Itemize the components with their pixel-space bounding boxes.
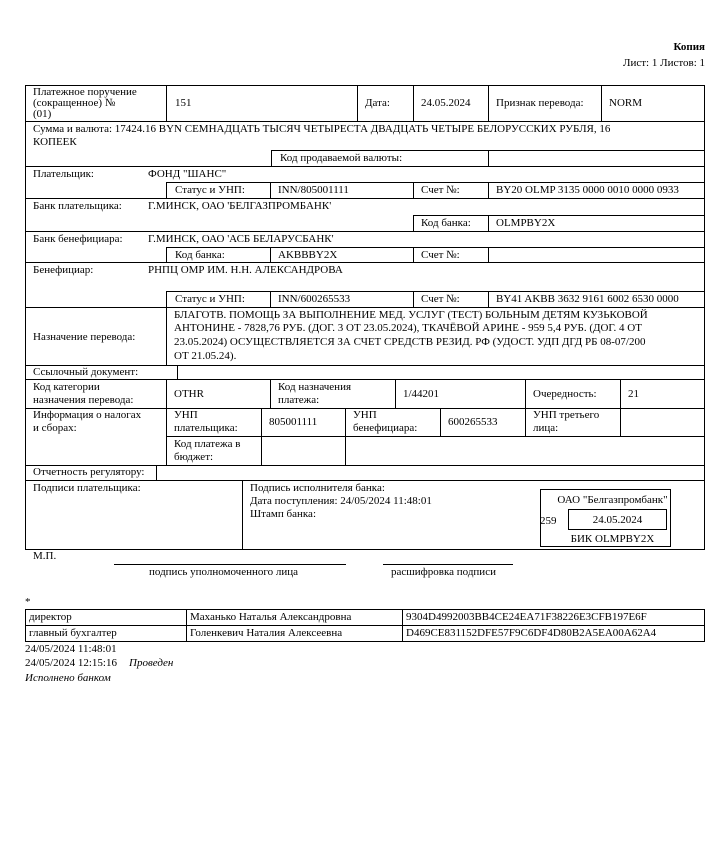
log-entry-time: 24/05/2024 12:15:16 xyxy=(25,657,117,669)
sheet-count: Лист: 1 Листов: 1 xyxy=(623,57,705,69)
payer-unp: INN/805001111 xyxy=(278,184,349,196)
stamp-bank-name: ОАО "Белгазпромбанк" xyxy=(557,494,668,506)
tax-benef-unp: 600265533 xyxy=(448,416,498,428)
log-entry-status: Проведен xyxy=(129,657,174,669)
stamp-bik: БИК OLMPBY2X xyxy=(570,533,655,545)
purpose-label: Назначение перевода: xyxy=(33,331,136,343)
payer-name: ФОНД "ШАНС" xyxy=(148,168,227,180)
payer-label: Плательщик: xyxy=(33,168,94,180)
benef-account-label: Счет №: xyxy=(421,293,460,305)
form-title-line1: Платежное поручение xyxy=(33,86,137,98)
benef-account: BY41 AKBB 3632 9161 6002 6530 0000 xyxy=(496,293,679,305)
date-label: Дата: xyxy=(365,97,390,109)
third-party-unp-label-line2: лица: xyxy=(533,422,559,434)
sold-currency-label: Код продаваемой валюты: xyxy=(280,152,403,164)
benef-bank-label: Банк бенефициара: xyxy=(33,233,123,245)
tax-payer-unp-label-line2: плательщика: xyxy=(174,422,238,434)
purpose-line3: 23.05.2024) ОСУЩЕСТВЛЯЕТСЯ ЗА СЧЕТ СРЕДСТВ РЕЗИД. РФ (УДОСТ. УДП ДГД РБ 08-07/200 xyxy=(174,336,646,348)
third-party-unp-label-line1: УНП третьего xyxy=(533,409,600,421)
budget-code-label-line2: бюджет: xyxy=(174,451,214,463)
signer-role: директор xyxy=(29,611,72,623)
priority-label: Очередность: xyxy=(533,388,597,400)
log-executed: Исполнено банком xyxy=(25,672,111,684)
bank-executor-sign-label: Подпись исполнителя банка: xyxy=(250,482,385,494)
category-label-line2: назначения перевода: xyxy=(33,394,134,406)
category-code: OTHR xyxy=(174,388,204,400)
payment-purpose-code: 1/44201 xyxy=(403,388,440,400)
payment-purpose-code-label-line2: платежа: xyxy=(278,394,320,406)
benef-unp: INN/600265533 xyxy=(278,293,351,305)
payer-bank-name: Г.МИНСК, ОАО 'БЕЛГАЗПРОМБАНК' xyxy=(148,200,332,212)
benef-bank-code: AKBBBY2X xyxy=(278,249,338,261)
payer-account-label: Счет №: xyxy=(421,184,460,196)
priority-value: 21 xyxy=(628,388,639,400)
payer-signatures-label: Подписи плательщика: xyxy=(33,482,141,494)
benef-bank-code-label: Код банка: xyxy=(175,249,225,261)
payer-account: BY20 OLMP 3135 0000 0010 0000 0933 xyxy=(496,184,679,196)
signer-role: главный бухгалтер xyxy=(29,627,117,639)
transfer-sign-value: NORM xyxy=(609,97,643,109)
log-entry: 24/05/2024 11:48:01 xyxy=(25,643,117,655)
beneficiary-label: Бенефициар: xyxy=(33,264,94,276)
stamp-date: 24.05.2024 xyxy=(592,514,643,526)
category-label-line1: Код категории xyxy=(33,381,100,393)
ref-doc-label: Ссылочный документ: xyxy=(33,366,139,378)
benef-status-unp-label: Статус и УНП: xyxy=(175,293,245,305)
purpose-line1: БЛАГОТВ. ПОМОЩЬ ЗА ВЫПОЛНЕНИЕ МЕД. УСЛУГ (ТЕСТ) БОЛЬНЫМ ДЕТЯМ КУЗЬКОВОЙ xyxy=(174,309,648,321)
benef-bank-name: Г.МИНСК, ОАО 'АСБ БЕЛАРУСБАНК' xyxy=(148,233,334,245)
order-number: 151 xyxy=(175,97,192,109)
stamp-number: 259 xyxy=(540,515,557,527)
tax-info-label-line2: и сборах: xyxy=(33,422,77,434)
purpose-line4: ОТ 21.05.24). xyxy=(174,350,237,362)
payer-bank-code-label: Код банка: xyxy=(421,217,471,229)
mp-label: М.П. xyxy=(33,550,57,562)
budget-code-label-line1: Код платежа в xyxy=(174,438,241,450)
auth-sign-caption: подпись уполномоченного лица xyxy=(149,566,298,578)
received-date: Дата поступления: 24/05/2024 11:48:01 xyxy=(250,495,432,507)
copy-label: Копия xyxy=(673,41,705,53)
form-title-line3: (01) xyxy=(33,108,52,120)
tax-info-label-line1: Информация о налогах xyxy=(33,409,142,421)
payment-purpose-code-label-line1: Код назначения xyxy=(278,381,352,393)
payer-bank-code: OLMPBY2X xyxy=(496,217,556,229)
signer-hash: D469CE831152DFE57F9C6DF4D80B2A5EA00A62A4 xyxy=(406,627,657,639)
amount-line1: Сумма и валюта: 17424.16 BYN СЕМНАДЦАТЬ ТЫСЯЧ ЧЕТЫРЕСТА ДВАДЦАТЬ ЧЕТЫРЕ БЕЛОРУССКИХ РУБЛЯ, 16 xyxy=(33,123,611,135)
amount-line2: КОПЕЕК xyxy=(33,136,77,148)
bank-stamp-label: Штамп банка: xyxy=(250,508,316,520)
signer-hash: 9304D4992003BB4CE24EA71F38226E3CFB197E6F xyxy=(406,611,647,623)
benef-bank-account-label: Счет №: xyxy=(421,249,460,261)
payer-status-unp-label: Статус и УНП: xyxy=(175,184,245,196)
sign-decrypt-caption: расшифровка подписи xyxy=(391,566,496,578)
form-title-line2: (сокращенное) № xyxy=(33,97,116,109)
beneficiary-name: РНПЦ ОМР ИМ. Н.Н. АЛЕКСАНДРОВА xyxy=(148,264,343,276)
payer-bank-label: Банк плательщика: xyxy=(33,200,122,212)
signer-name: Маханько Наталья Александровна xyxy=(190,611,352,623)
signers-marker: * xyxy=(25,596,31,608)
transfer-sign-label: Признак перевода: xyxy=(496,97,584,109)
purpose-line2: АНТОНИНЕ - 7828,76 РУБ. (ДОГ. 3 ОТ 23.05.2024), ТКАЧЁВОЙ АРИНЕ - 959 5,4 РУБ. (ДОГ. 4 ОТ xyxy=(174,322,642,334)
tax-payer-unp-label-line1: УНП xyxy=(174,409,198,421)
regulator-label: Отчетность регулятору: xyxy=(33,466,145,478)
order-date: 24.05.2024 xyxy=(421,97,471,109)
tax-payer-unp: 805001111 xyxy=(269,416,318,428)
signer-name: Голенкевич Наталия Алексеевна xyxy=(190,627,343,639)
tax-benef-unp-label-line2: бенефициара: xyxy=(353,422,418,434)
tax-benef-unp-label-line1: УНП xyxy=(353,409,377,421)
